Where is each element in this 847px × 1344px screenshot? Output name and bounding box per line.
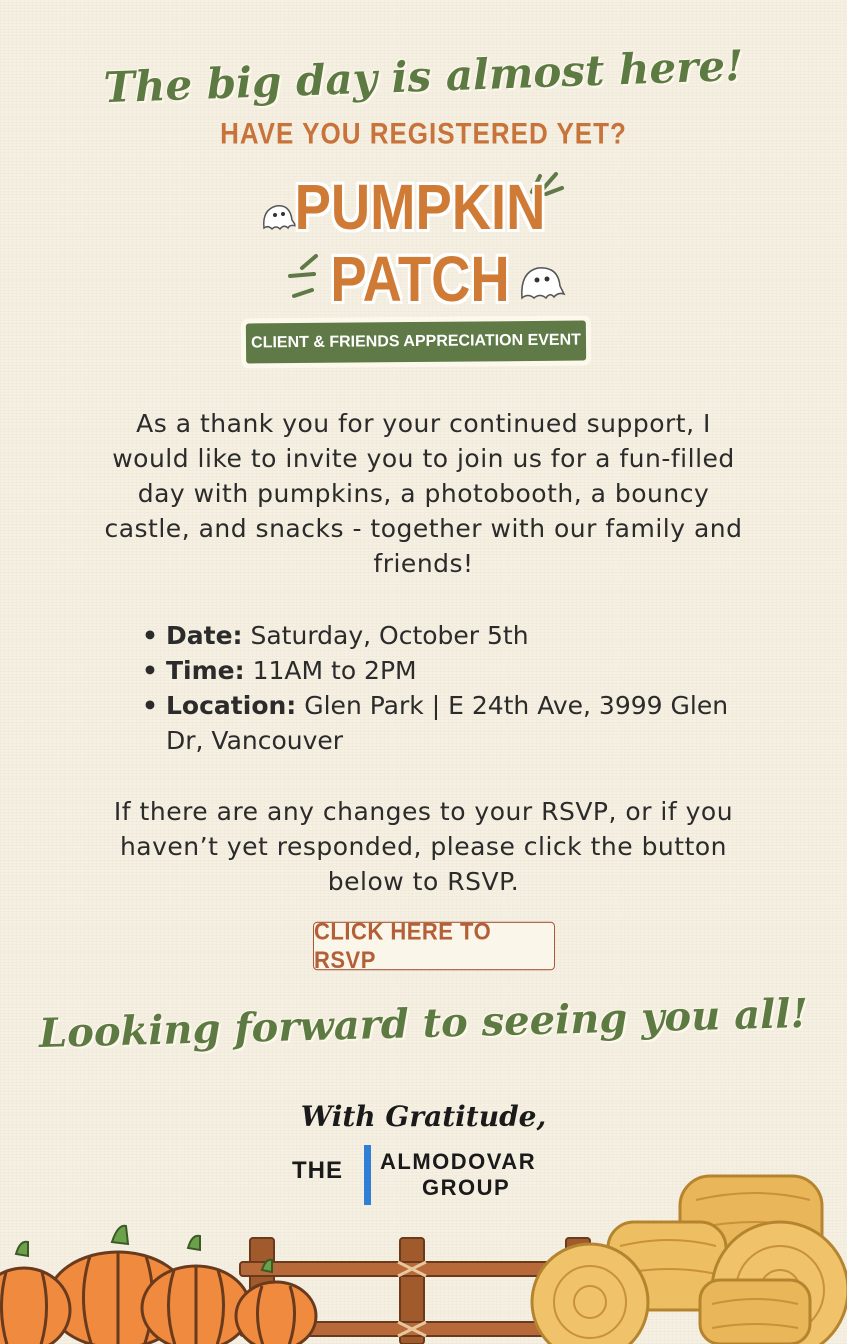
- company-name-line1: ALMODOVAR: [380, 1149, 537, 1174]
- pumpkin-icon: [0, 1242, 70, 1344]
- detail-location: [140, 688, 760, 758]
- rsvp-button[interactable]: CLICK HERE TO RSVP: [313, 922, 555, 970]
- company-name-line2: GROUP: [422, 1175, 511, 1200]
- logo-banner: CLIENT & FRIENDS APPRECIATION EVENT: [246, 321, 586, 364]
- signoff: With Gratitude,: [300, 1100, 547, 1133]
- detail-label: Location:: [166, 691, 297, 720]
- autumn-scene-illustration: [0, 1170, 847, 1344]
- detail-value: 11AM to 2PM: [244, 656, 417, 685]
- detail-label: Date:: [166, 621, 243, 650]
- subhead: HAVE YOU REGISTERED YET?: [220, 115, 627, 151]
- hay-bale-icon: [532, 1176, 847, 1344]
- detail-label: Time:: [166, 656, 245, 685]
- event-details-list: [140, 618, 760, 758]
- closing-message: Looking forward to seeing you all!: [38, 989, 809, 1058]
- company-prefix: THE: [292, 1157, 343, 1184]
- intro-paragraph: As a thank you for your continued support, I would like to invite you to join us for a fun-filled day with pumpkins, a photobooth, a bouncy castle, and snacks - together with our family and friends!: [104, 409, 743, 578]
- detail-value: Glen Park | E 24th Ave, 3999 Glen Dr, Vancouver: [166, 691, 729, 755]
- detail-time: [140, 653, 760, 688]
- detail-value: Saturday, October 5th: [242, 621, 529, 650]
- pumpkin-patch-logo: [240, 170, 600, 370]
- rsvp-note: If there are any changes to your RSVP, or if you haven’t yet responded, please click the button below to RSVP.: [113, 797, 734, 896]
- logo-word-patch: PATCH: [330, 243, 510, 315]
- pumpkin-icon: [142, 1236, 250, 1344]
- logo-word-pumpkin: PUMPKIN: [294, 171, 546, 243]
- headline: The big day is almost here!: [102, 40, 745, 113]
- detail-date: [140, 618, 760, 653]
